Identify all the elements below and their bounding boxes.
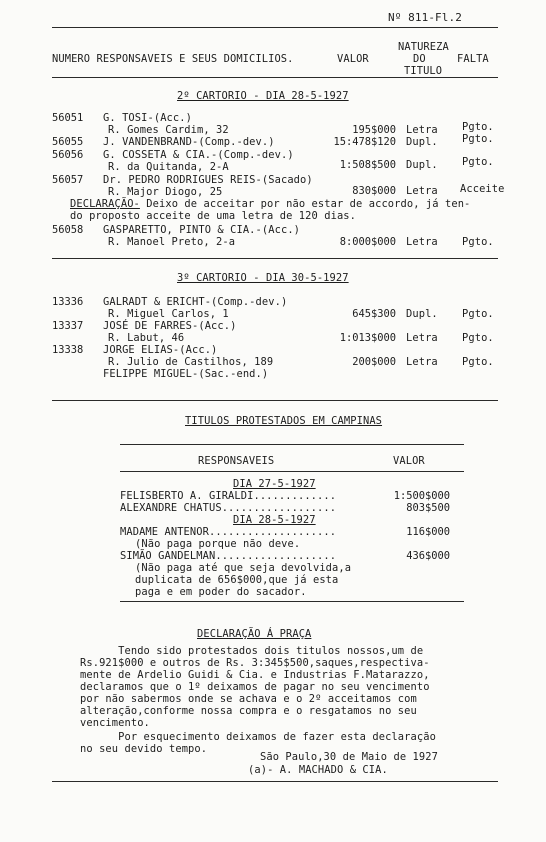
- entry-falta: Pgto.: [462, 133, 494, 145]
- entry-address: R. da Quitanda, 2-A: [108, 161, 229, 173]
- campinas-valor: 436$000: [406, 550, 450, 562]
- campinas-rule-header: [120, 471, 464, 472]
- declaracao-line-1: [70, 198, 470, 210]
- entry-natureza: Dupl.: [406, 159, 438, 171]
- entry-valor: 1:508$500: [339, 159, 396, 171]
- declaracao-signature: (a)- A. MACHADO & CIA.: [248, 764, 388, 776]
- entry-number: 13337: [52, 320, 84, 332]
- entry-name: GASPARETTO, PINTO & CIA.-(Acc.): [103, 224, 301, 236]
- entry-number: 13336: [52, 296, 84, 308]
- campinas-day-1: DIA 27-5-1927: [233, 478, 316, 490]
- declaracao-title: DECLARAÇÃO Á PRAÇA: [197, 628, 312, 640]
- entry-name: G. TOSI-(Acc.): [103, 112, 192, 124]
- entry-valor: 8:000$000: [339, 236, 396, 248]
- campinas-rule-top: [120, 444, 464, 445]
- campinas-rule-bottom: [120, 601, 464, 602]
- entry-valor: 15:478$120: [333, 136, 396, 148]
- entry-natureza: Letra: [406, 332, 438, 344]
- top-rule: [52, 27, 498, 28]
- entry-natureza: Letra: [406, 185, 438, 197]
- declaracao-paragraph-line: alteração,conforme nossa compra e o resgatamos no seu: [80, 705, 417, 717]
- header-natureza: NATUREZA: [398, 41, 449, 53]
- entry-name: JORGE ELIAS-(Acc.): [103, 344, 218, 356]
- campinas-valor: 116$000: [406, 526, 450, 538]
- campinas-col-valor: VALOR: [393, 455, 425, 467]
- campinas-note: (Não paga porque não deve.: [135, 538, 301, 550]
- declaracao-paragraph-line: mente de Ardelio Guidi & Cia. e Industrias F.Matarazzo,: [80, 669, 430, 681]
- campinas-name: ALEXANDRE CHATUS..................: [120, 502, 337, 514]
- campinas-title: TITULOS PROTESTADOS EM CAMPINAS: [185, 415, 383, 427]
- section-rule: [52, 258, 498, 259]
- page-reference: Nº 811-Fl.2: [388, 11, 462, 24]
- campinas-name: SIMÃO GANDELMAN...................: [120, 550, 337, 562]
- entry-falta: Pgto.: [462, 356, 494, 368]
- entry-address: R. Labut, 46: [108, 332, 185, 344]
- entry-valor: 1:013$000: [339, 332, 396, 344]
- entry-falta: Pgto.: [462, 332, 494, 344]
- header-valor: VALOR: [337, 53, 369, 65]
- entry-natureza: Letra: [406, 236, 438, 248]
- cartorio-2-heading: 2º CARTORIO - DIA 28-5-1927: [177, 90, 349, 102]
- entry-number: 56056: [52, 149, 84, 161]
- declaracao-paragraph-line: Tendo sido protestados dois titulos nossos,um de: [80, 645, 424, 657]
- entry-address: R. Miguel Carlos, 1: [108, 308, 229, 320]
- entry-address: R. Major Diogo, 25: [108, 186, 223, 198]
- campinas-col-responsaveis: RESPONSAVEIS: [198, 455, 275, 467]
- header-rule: [52, 77, 498, 78]
- entry-name: GALRADT & ERICHT-(Comp.-dev.): [103, 296, 288, 308]
- header-titulo: TITULO: [404, 65, 443, 77]
- entry-number: 13338: [52, 344, 84, 356]
- entry-address: R. Julio de Castilhos, 189: [108, 356, 274, 368]
- entry-falta: Pgto.: [462, 156, 494, 168]
- entry-falta: Acceite: [460, 183, 505, 195]
- declaracao-paragraph-line: no seu devido tempo.: [80, 743, 208, 755]
- section-rule: [52, 400, 498, 401]
- entry-falta: Pgto.: [462, 236, 494, 248]
- entry-name: J. VANDENBRAND-(Comp.-dev.): [103, 136, 275, 148]
- entry-endorser: FELIPPE MIGUEL-(Sac.-end.): [103, 368, 269, 380]
- declaracao-label: DECLARAÇÃO-: [70, 198, 140, 210]
- declaracao-paragraph-line: Por esquecimento deixamos de fazer esta declaração: [80, 731, 436, 743]
- bottom-rule: [52, 781, 498, 782]
- campinas-name: FELISBERTO A. GIRALDI.............: [120, 490, 337, 502]
- declaracao-text: Deixo de acceitar por não estar de accordo, já ten-: [139, 198, 471, 210]
- entry-address: R. Gomes Cardim, 32: [108, 124, 229, 136]
- cartorio-3-heading: 3º CARTORIO - DIA 30-5-1927: [177, 272, 349, 284]
- campinas-note: duplicata de 656$000,que já esta: [135, 574, 339, 586]
- declaracao-paragraph-line: por não sabermos onde se achava e o 2º acceitamos com: [80, 693, 417, 705]
- entry-name: JOSÉ DE FARRES-(Acc.): [103, 320, 237, 332]
- campinas-day-2: DIA 28-5-1927: [233, 514, 316, 526]
- entry-number: 56051: [52, 112, 84, 124]
- entry-falta: Pgto.: [462, 308, 494, 320]
- entry-number: 56057: [52, 174, 84, 186]
- declaracao-date: São Paulo,30 de Maio de 1927: [260, 751, 438, 763]
- header-numero-responsaveis: NUMERO RESPONSAVEIS E SEUS DOMICILIOS.: [52, 53, 294, 65]
- declaracao-paragraph-line: vencimento.: [80, 717, 150, 729]
- entry-number: 56058: [52, 224, 84, 236]
- entry-name: G. COSSETA & CIA.-(Comp.-dev.): [103, 149, 294, 161]
- entry-valor: 195$000: [352, 124, 396, 136]
- entry-valor: 830$000: [352, 185, 396, 197]
- campinas-name: MADAME ANTENOR....................: [120, 526, 337, 538]
- entry-natureza: Dupl.: [406, 136, 438, 148]
- campinas-valor: 803$500: [406, 502, 450, 514]
- campinas-note: (Não paga até que seja devolvida,a: [135, 562, 352, 574]
- header-do: DO: [413, 53, 426, 65]
- entry-valor: 645$300: [352, 308, 396, 320]
- entry-address: R. Manoel Preto, 2-a: [108, 236, 236, 248]
- entry-natureza: Dupl.: [406, 308, 438, 320]
- entry-name: Dr. PEDRO RODRIGUES REIS-(Sacado): [103, 174, 313, 186]
- declaracao-line-2: do proposto acceite de uma letra de 120 dias.: [70, 210, 357, 222]
- campinas-valor: 1:500$000: [393, 490, 450, 502]
- entry-valor: 200$000: [352, 356, 396, 368]
- entry-falta: Pgto.: [462, 121, 494, 133]
- header-falta: FALTA: [457, 53, 489, 65]
- declaracao-paragraph-line: Rs.921$000 e outros de Rs. 3:345$500,saques,respectiva-: [80, 657, 430, 669]
- entry-number: 56055: [52, 136, 84, 148]
- entry-natureza: Letra: [406, 124, 438, 136]
- entry-natureza: Letra: [406, 356, 438, 368]
- declaracao-paragraph-line: declaramos que o 1º deixamos de pagar no seu vencimento: [80, 681, 430, 693]
- campinas-note: paga e em poder do sacador.: [135, 586, 307, 598]
